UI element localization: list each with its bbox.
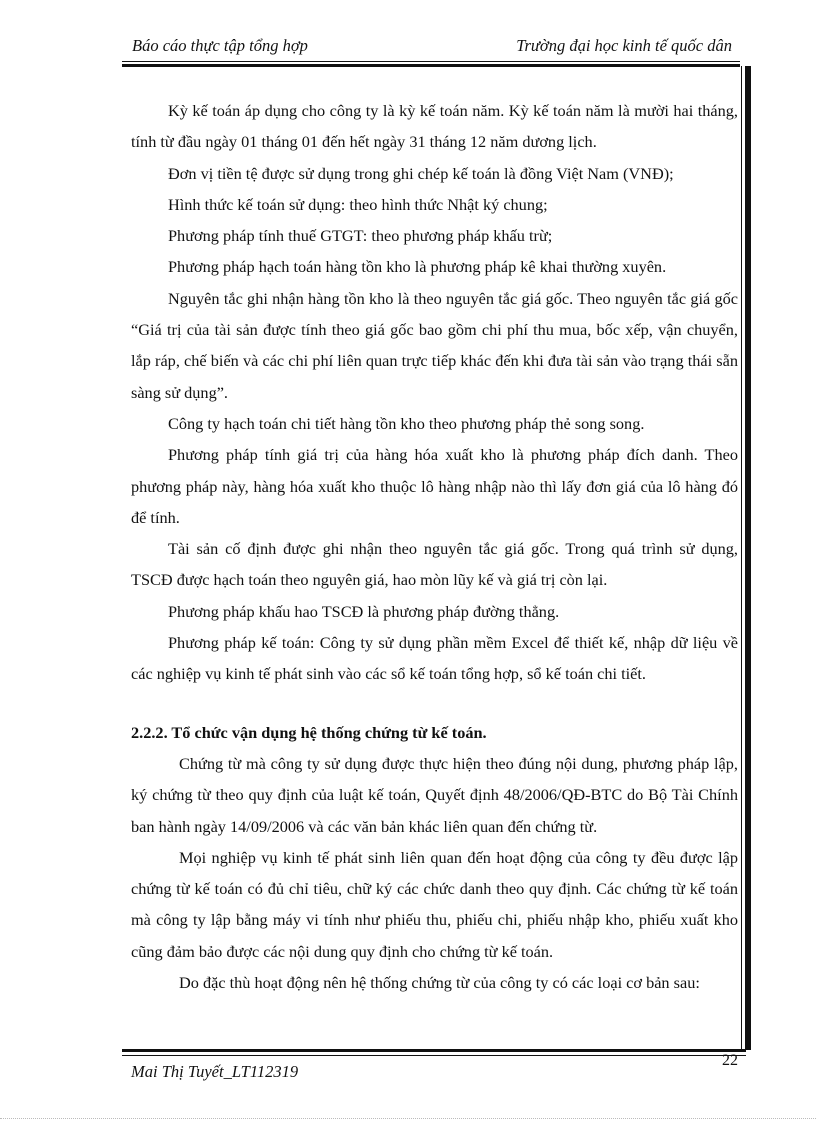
paragraph: Do đặc thù hoạt động nên hệ thống chứng từ của công ty có các loại cơ bản sau: (179, 973, 700, 993)
header-university: Trường đại học kinh tế quốc dân (516, 36, 732, 55)
header-report-title: Báo cáo thực tập tổng hợp (132, 36, 308, 55)
paragraph: Chứng từ mà công ty sử dụng được thực hiện theo đúng nội dung, phương pháp lập, ký chứng từ theo quy định của luật kế toán, Quyết định 48/2006/QĐ-BTC do Bộ Tài Chính ban hành ngày 14/09/2006 và các văn bản khác liên quan đến chứng từ. (131, 754, 738, 836)
section-heading: 2.2.2. Tổ chức vận dụng hệ thống chứng từ kế toán. (131, 723, 487, 742)
paragraph: Phương pháp tính thuế GTGT: theo phương pháp khấu trừ; (168, 226, 553, 246)
paragraph: Phương pháp khấu hao TSCĐ là phương pháp đường thẳng. (168, 601, 560, 621)
paragraph: Phương pháp hạch toán hàng tồn kho là phương pháp kê khai thường xuyên. (168, 257, 667, 277)
right-border-thick (745, 66, 751, 1050)
header-rule (122, 61, 740, 62)
right-border-thin (741, 66, 742, 1050)
section-body (131, 748, 738, 998)
paragraph: Nguyên tắc ghi nhận hàng tồn kho là theo nguyên tắc giá gốc. Theo nguyên tắc giá gốc “Giá trị của tài sản được tính theo giá gốc bao gồm chi phí thu mua, bốc xếp, vận chuyển, lắp ráp, chế biến và các chi phí liên quan trực tiếp khác đến khi đưa tài sản vào trạng thái sẵn sàng sử dụng”. (131, 288, 738, 402)
header-rule-thick (122, 64, 740, 67)
footer-author: Mai Thị Tuyết_LT112319 (131, 1062, 299, 1081)
paragraph: Công ty hạch toán chi tiết hàng tồn kho theo phương pháp thẻ song song. (168, 413, 645, 433)
footer-rule-thick (122, 1049, 746, 1052)
paragraph: Mọi nghiệp vụ kinh tế phát sinh liên quan đến hoạt động của công ty đều được lập chứng từ kế toán có đủ chỉ tiêu, chữ ký các chức danh theo quy định. Các chứng từ kế toán mà công ty lập bằng máy vi tính như phiếu thu, phiếu chi, phiếu nhập kho, phiếu xuất kho cũng đảm bảo được các nội dung quy định cho chứng từ kế toán. (131, 847, 738, 961)
paragraph: Tài sản cố định được ghi nhận theo nguyên tắc giá gốc. Trong quá trình sử dụng, TSCĐ được hạch toán theo nguyên giá, hao mòn lũy kế và giá trị còn lại. (131, 539, 738, 590)
page-edge (0, 1118, 816, 1119)
footer-rule (122, 1055, 746, 1056)
paragraph: Đơn vị tiền tệ được sử dụng trong ghi chép kế toán là đồng Việt Nam (VNĐ); (168, 163, 674, 183)
paragraph: Hình thức kế toán sử dụng: theo hình thức Nhật ký chung; (168, 194, 548, 214)
page-number: 22 (722, 1052, 738, 1069)
paragraph: Phương pháp kế toán: Công ty sử dụng phần mềm Excel để thiết kế, nhập dữ liệu về các nghiệp vụ kinh tế phát sinh vào các sổ kế toán tổng hợp, sổ kế toán chi tiết. (131, 633, 738, 684)
body-text (131, 95, 738, 690)
page-header (122, 30, 736, 60)
paragraph: Phương pháp tính giá trị của hàng hóa xuất kho là phương pháp đích danh. Theo phương pháp này, hàng hóa xuất kho thuộc lô hàng nhập nào thì lấy đơn giá của lô hàng đó để tính. (131, 445, 738, 527)
paragraph: Kỳ kế toán áp dụng cho công ty là kỳ kế toán năm. Kỳ kế toán năm là mười hai tháng, tính từ đầu ngày 01 tháng 01 đến hết ngày 31 tháng 12 năm dương lịch. (131, 101, 738, 152)
